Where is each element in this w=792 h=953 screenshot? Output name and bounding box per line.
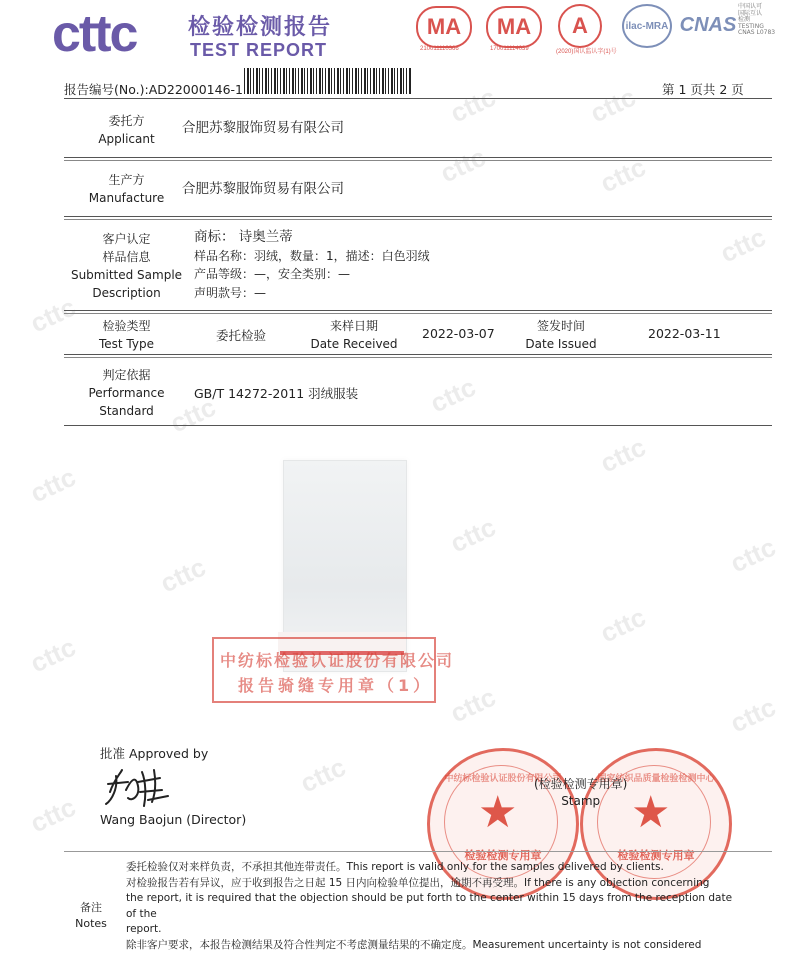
sample-description — [194, 228, 430, 302]
divider — [64, 219, 772, 220]
divider — [64, 157, 772, 158]
cma-cert-number: 170011114039 — [490, 46, 529, 52]
cma-label: MA — [497, 14, 531, 40]
perforation-seal-text: 报告骑缝专用章（1） — [238, 673, 433, 696]
watermark-logo: cttc — [596, 152, 651, 200]
watermark-logo: cttc — [716, 222, 771, 270]
test-type-label-cn: 检验类型 — [64, 317, 189, 335]
sample-name: 样品名称：羽绒，数量：1，描述：白色羽绒 — [194, 247, 430, 266]
notes-label-en: Notes — [74, 916, 108, 932]
star-icon: ★ — [478, 791, 517, 835]
watermark-logo: cttc — [446, 512, 501, 560]
sample-label-en: Submitted Sample — [64, 266, 189, 284]
director-name: Wang Baojun (Director) — [100, 812, 246, 827]
cnas-text-line: TESTING — [738, 24, 790, 31]
divider — [64, 310, 772, 311]
applicant-label-en: Applicant — [64, 130, 189, 148]
date-issued-label-en: Date Issued — [510, 335, 612, 353]
report-title-cn: 检验检测报告 — [188, 10, 332, 41]
divider — [64, 354, 772, 355]
star-icon: ★ — [631, 791, 670, 835]
cnas-text-line: CNAS L0783 — [738, 30, 790, 37]
watermark-logo: cttc — [726, 532, 781, 580]
manufacture-label-cn: 生产方 — [64, 171, 189, 189]
sample-style-no: 声明款号：— — [194, 284, 430, 303]
watermark-logo: cttc — [436, 142, 491, 190]
date-issued-label-cn: 签发时间 — [510, 317, 612, 335]
date-received-label-en: Date Received — [300, 335, 408, 353]
manufacture-value: 合肥苏黎服饰贸易有限公司 — [182, 177, 344, 197]
ilac-label: ilac-MRA — [626, 21, 669, 32]
applicant-label-cn: 委托方 — [64, 112, 189, 130]
cnas-text-line: 国际互认 — [738, 11, 790, 18]
watermark-logo: cttc — [446, 682, 501, 730]
divider — [64, 98, 772, 99]
report-number-label: 报告编号(No.): — [64, 82, 149, 97]
report-title-en: TEST REPORT — [190, 40, 327, 61]
standard-label-cn: 判定依据 — [64, 366, 189, 384]
page-number: 第 1 页共 2 页 — [662, 80, 744, 98]
report-number-value: AD22000146-1 — [149, 82, 243, 97]
cnas-text-line: 中国认可 — [738, 4, 790, 11]
brand-logo: cttc — [52, 8, 136, 60]
sample-trademark: 商标： 诗奥兰蒂 — [194, 228, 430, 247]
divider — [64, 216, 772, 217]
cal-cert-number: (2020)国认监认字(1)号 — [556, 46, 617, 55]
sample-label — [64, 230, 189, 302]
divider — [64, 851, 772, 852]
sample-label-cn: 客户认定 — [64, 230, 189, 248]
standard-value: GB/T 14272-2011 羽绒服装 — [194, 384, 358, 402]
cal-label: A — [572, 13, 588, 39]
ilac-mra-icon — [622, 4, 672, 48]
watermark-logo: cttc — [596, 602, 651, 650]
watermark-logo: cttc — [26, 632, 81, 680]
seal-text: 检验检测专用章 — [452, 847, 554, 863]
cma-label: MA — [427, 14, 461, 40]
watermark-logo: cttc — [26, 792, 81, 840]
applicant-label — [64, 112, 189, 148]
cma-cert-number: 210011110366 — [420, 46, 459, 52]
cnas-icon — [680, 6, 736, 44]
barcode — [244, 68, 412, 94]
cnas-accreditation-text — [738, 4, 790, 37]
sample-grade: 产品等级：—，安全类别：— — [194, 265, 430, 284]
note-line: 除非客户要求，本报告检测结果及符合性判定不考虑测量结果的不确定度。Measurement uncertainty is not considered — [126, 938, 742, 953]
note-line: 对检验报告若有异议，应于收到报告之日起 15 日内向检验单位提出，逾期不再受理。If there is any objection concerning — [126, 876, 742, 892]
watermark-logo: cttc — [296, 752, 351, 800]
seal-text: 检验检测专用章 — [605, 847, 707, 863]
notes-label-cn: 备注 — [74, 900, 108, 916]
notes-label — [74, 900, 108, 932]
test-type-label-en: Test Type — [64, 335, 189, 353]
stamp-label-cn: (检验检测专用章) — [534, 776, 627, 793]
standard-label — [64, 366, 189, 420]
note-line: 委托检验仅对来样负责，不承担其他连带责任。This report is valid only for the samples delivered by clients. — [126, 860, 742, 876]
watermark-logo: cttc — [426, 372, 481, 420]
cma-cert-icon — [416, 6, 472, 48]
signature-image — [102, 762, 182, 808]
notes-body — [126, 860, 742, 953]
manufacture-label-en: Manufacture — [64, 189, 189, 207]
sample-label-en: Description — [64, 284, 189, 302]
watermark-logo: cttc — [446, 82, 501, 130]
watermark-logo: cttc — [26, 462, 81, 510]
watermark-logo: cttc — [586, 82, 641, 130]
stamp-label — [534, 776, 627, 810]
applicant-value: 合肥苏黎服饰贸易有限公司 — [182, 116, 344, 136]
date-issued-label — [510, 317, 612, 353]
watermark-logo: cttc — [26, 292, 81, 340]
watermark-logo: cttc — [726, 692, 781, 740]
test-type-value: 委托检验 — [216, 326, 266, 344]
approved-by-label: 批准 Approved by — [100, 744, 208, 762]
divider — [64, 160, 772, 161]
cnas-text-line: 检测 — [738, 17, 790, 24]
date-issued-value: 2022-03-11 — [648, 326, 721, 341]
cal-cert-icon — [558, 4, 602, 48]
report-number — [64, 80, 243, 98]
divider — [64, 357, 772, 358]
divider — [64, 425, 772, 426]
seal-text: 中纺标检验认证股份有限公司 — [440, 771, 566, 784]
watermark-logo: cttc — [166, 392, 221, 440]
standard-label-en: Performance — [64, 384, 189, 402]
perforation-seal-text: 中纺标检验认证股份有限公司 — [220, 648, 454, 671]
sample-label-cn: 样品信息 — [64, 248, 189, 266]
note-line: report. — [126, 922, 742, 938]
test-type-label — [64, 317, 189, 353]
divider — [64, 313, 772, 314]
standard-label-en: Standard — [64, 402, 189, 420]
cnas-label: CNAS — [680, 14, 737, 37]
watermark-logo: cttc — [156, 552, 211, 600]
date-received-value: 2022-03-07 — [422, 326, 495, 341]
watermark-logo: cttc — [596, 432, 651, 480]
stamp-label-en: Stamp — [534, 793, 627, 810]
cma-cert-icon — [486, 6, 542, 48]
seal-text: 国家纺织品质量检验检测中心 — [593, 771, 719, 784]
manufacture-label — [64, 171, 189, 207]
date-received-label-cn: 来样日期 — [300, 317, 408, 335]
note-line: the report, it is required that the objection should be put forth to the center within 15 days from the reception date of the — [126, 891, 742, 922]
date-received-label — [300, 317, 408, 353]
